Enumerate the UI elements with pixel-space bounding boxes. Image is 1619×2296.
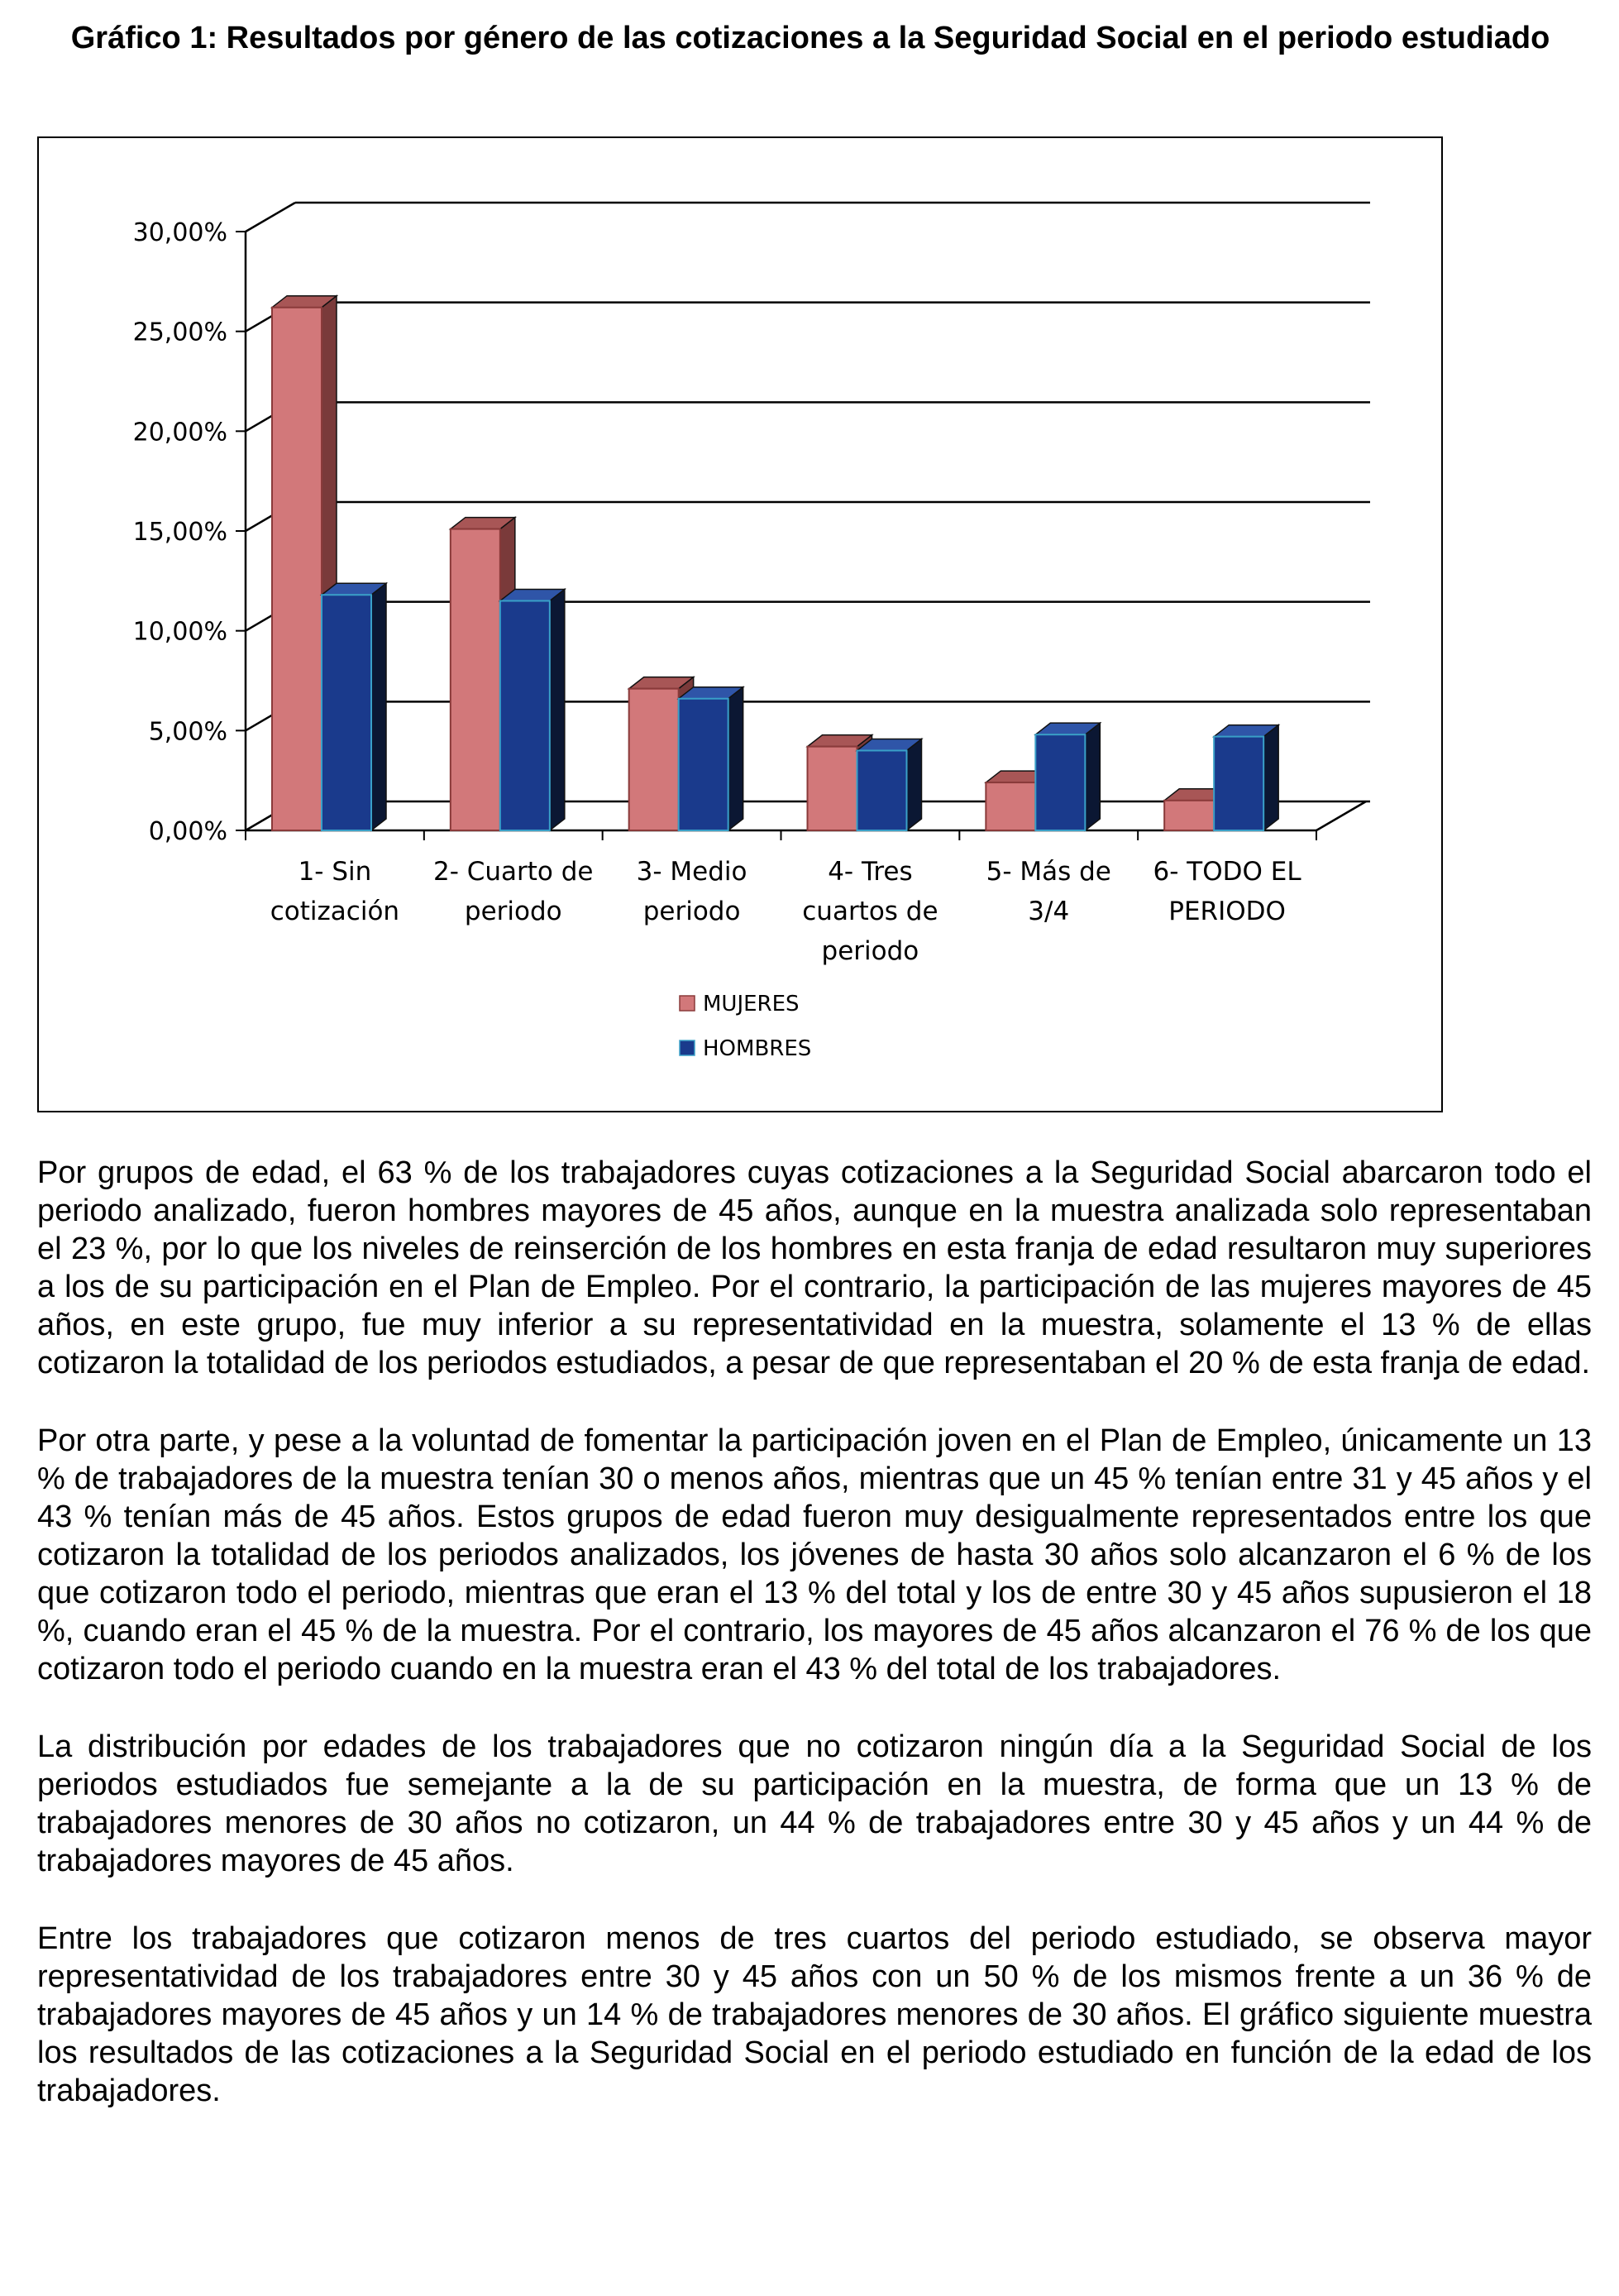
y-tick-label: 0,00% — [148, 817, 227, 846]
bar-side-hombres — [1085, 723, 1100, 830]
legend-swatch-mujeres — [680, 996, 695, 1011]
bar-hombres — [857, 750, 907, 830]
floor-edge — [1316, 801, 1366, 830]
x-tick-label: 6- TODO EL PERIODO — [1153, 857, 1301, 926]
grid-depth-line — [246, 203, 295, 232]
bar-mujeres — [272, 308, 322, 830]
bar-hombres — [1035, 734, 1085, 830]
x-tick-label: 2- Cuarto de periodo — [432, 857, 594, 926]
paragraph-4: Entre los trabajadores que cotizaron menos de tres cuartos del periodo estudiado, se observa mayor representatividad de los trabajadores entre 30 y 45 años con un 50 % de los mismos frente a un 36 % de trabajadores mayores de 45 años y un 14 % de trabajadores menores de 30 años. El gráfico siguiente muestra los resultados de las cotizaciones a la Seguridad Social en el periodo estudiado en función de la edad de los trabajadores. — [37, 1921, 1592, 2108]
y-tick-label: 25,00% — [132, 318, 227, 347]
bar-mujeres — [1164, 801, 1214, 830]
bar-side-hombres — [907, 739, 922, 830]
bar-side-hombres — [371, 583, 386, 830]
x-tick-label: 4- Tres cuartos de periodo — [802, 857, 938, 966]
y-tick-label: 10,00% — [132, 617, 227, 647]
bar-hombres — [322, 595, 371, 830]
bar-mujeres — [986, 782, 1035, 830]
chart-frame — [37, 136, 1443, 1112]
bar-side-hombres — [728, 687, 743, 830]
bar-side-hombres — [550, 589, 565, 830]
bar-hombres — [500, 600, 550, 830]
bar-chart — [39, 138, 1441, 1111]
paragraph-1: Por grupos de edad, el 63 % de los trabajadores cuyas cotizaciones a la Seguridad Social abarcaron todo el periodo analizado, fueron hombres mayores de 45 años, aunque en la muestra analizada solo representaban el 23 %, por lo que los niveles de reinserción de los hombres en esta franja de edad resultaron muy superiores a los de su participación en el Plan de Empleo. Por el contrario, la participación de las mujeres mayores de 45 años, en este grupo, fue muy inferior a su representatividad en la muestra, solamente el 13 % de ellas cotizaron la totalidad de los periodos estudiados, a pesar de que representaban el 20 % de esta franja de edad. — [37, 1155, 1592, 1380]
body-text — [37, 1154, 1592, 2150]
y-tick-label: 20,00% — [132, 418, 227, 447]
bar-mujeres — [451, 529, 500, 830]
paragraph-3: La distribución por edades de los trabajadores que no cotizaron ningún día a la Seguridad Social de los periodos estudiados fue semejante a la de su participación en la muestra, de forma que un 13 % de trabajadores menores de 30 años no cotizaron, un 44 % de trabajadores entre 30 y 45 años y un 44 % de trabajadores mayores de 45 años. — [37, 1729, 1592, 1878]
x-tick-label: 5- Más de 3/4 — [986, 857, 1111, 926]
y-tick-label: 5,00% — [148, 717, 227, 747]
x-tick-label: 1- Sin cotización — [270, 857, 400, 926]
bar-hombres — [679, 699, 728, 830]
y-tick-label: 15,00% — [132, 518, 227, 547]
bar-mujeres — [808, 747, 857, 830]
y-tick-label: 30,00% — [132, 218, 227, 247]
paragraph-2: Por otra parte, y pese a la voluntad de fomentar la participación joven en el Plan de Empleo, únicamente un 13 % de trabajadores de la muestra tenían 30 o menos años, mientras que un 45 % tenían entre 31 y 45 años y el 43 % tenían más de 45 años. Estos grupos de edad fueron muy desigualmente representados entre los que cotizaron la totalidad de los periodos analizados, los jóvenes de hasta 30 años solo alcanzaron el 6 % de los que cotizaron todo el periodo, mientras que eran el 13 % del total y los de entre 30 y 45 años supusieron el 18 %, cuando eran el 45 % de la muestra. Por el contrario, los mayores de 45 años alcanzaron el 76 % de los que cotizaron todo el periodo cuando en la muestra eran el 43 % del total de los trabajadores. — [37, 1423, 1592, 1686]
figure-title: Gráfico 1: Resultados por género de las cotizaciones a la Seguridad Social en el periodo estudiado — [70, 21, 1550, 55]
legend-label-mujeres: MUJERES — [703, 992, 800, 1016]
bar-mujeres — [629, 689, 679, 830]
bar-side-hombres — [1263, 725, 1278, 830]
legend-label-hombres: HOMBRES — [703, 1036, 812, 1061]
legend-swatch-hombres — [680, 1040, 695, 1055]
x-tick-label: 3- Medio periodo — [636, 857, 747, 926]
bar-hombres — [1214, 737, 1263, 830]
